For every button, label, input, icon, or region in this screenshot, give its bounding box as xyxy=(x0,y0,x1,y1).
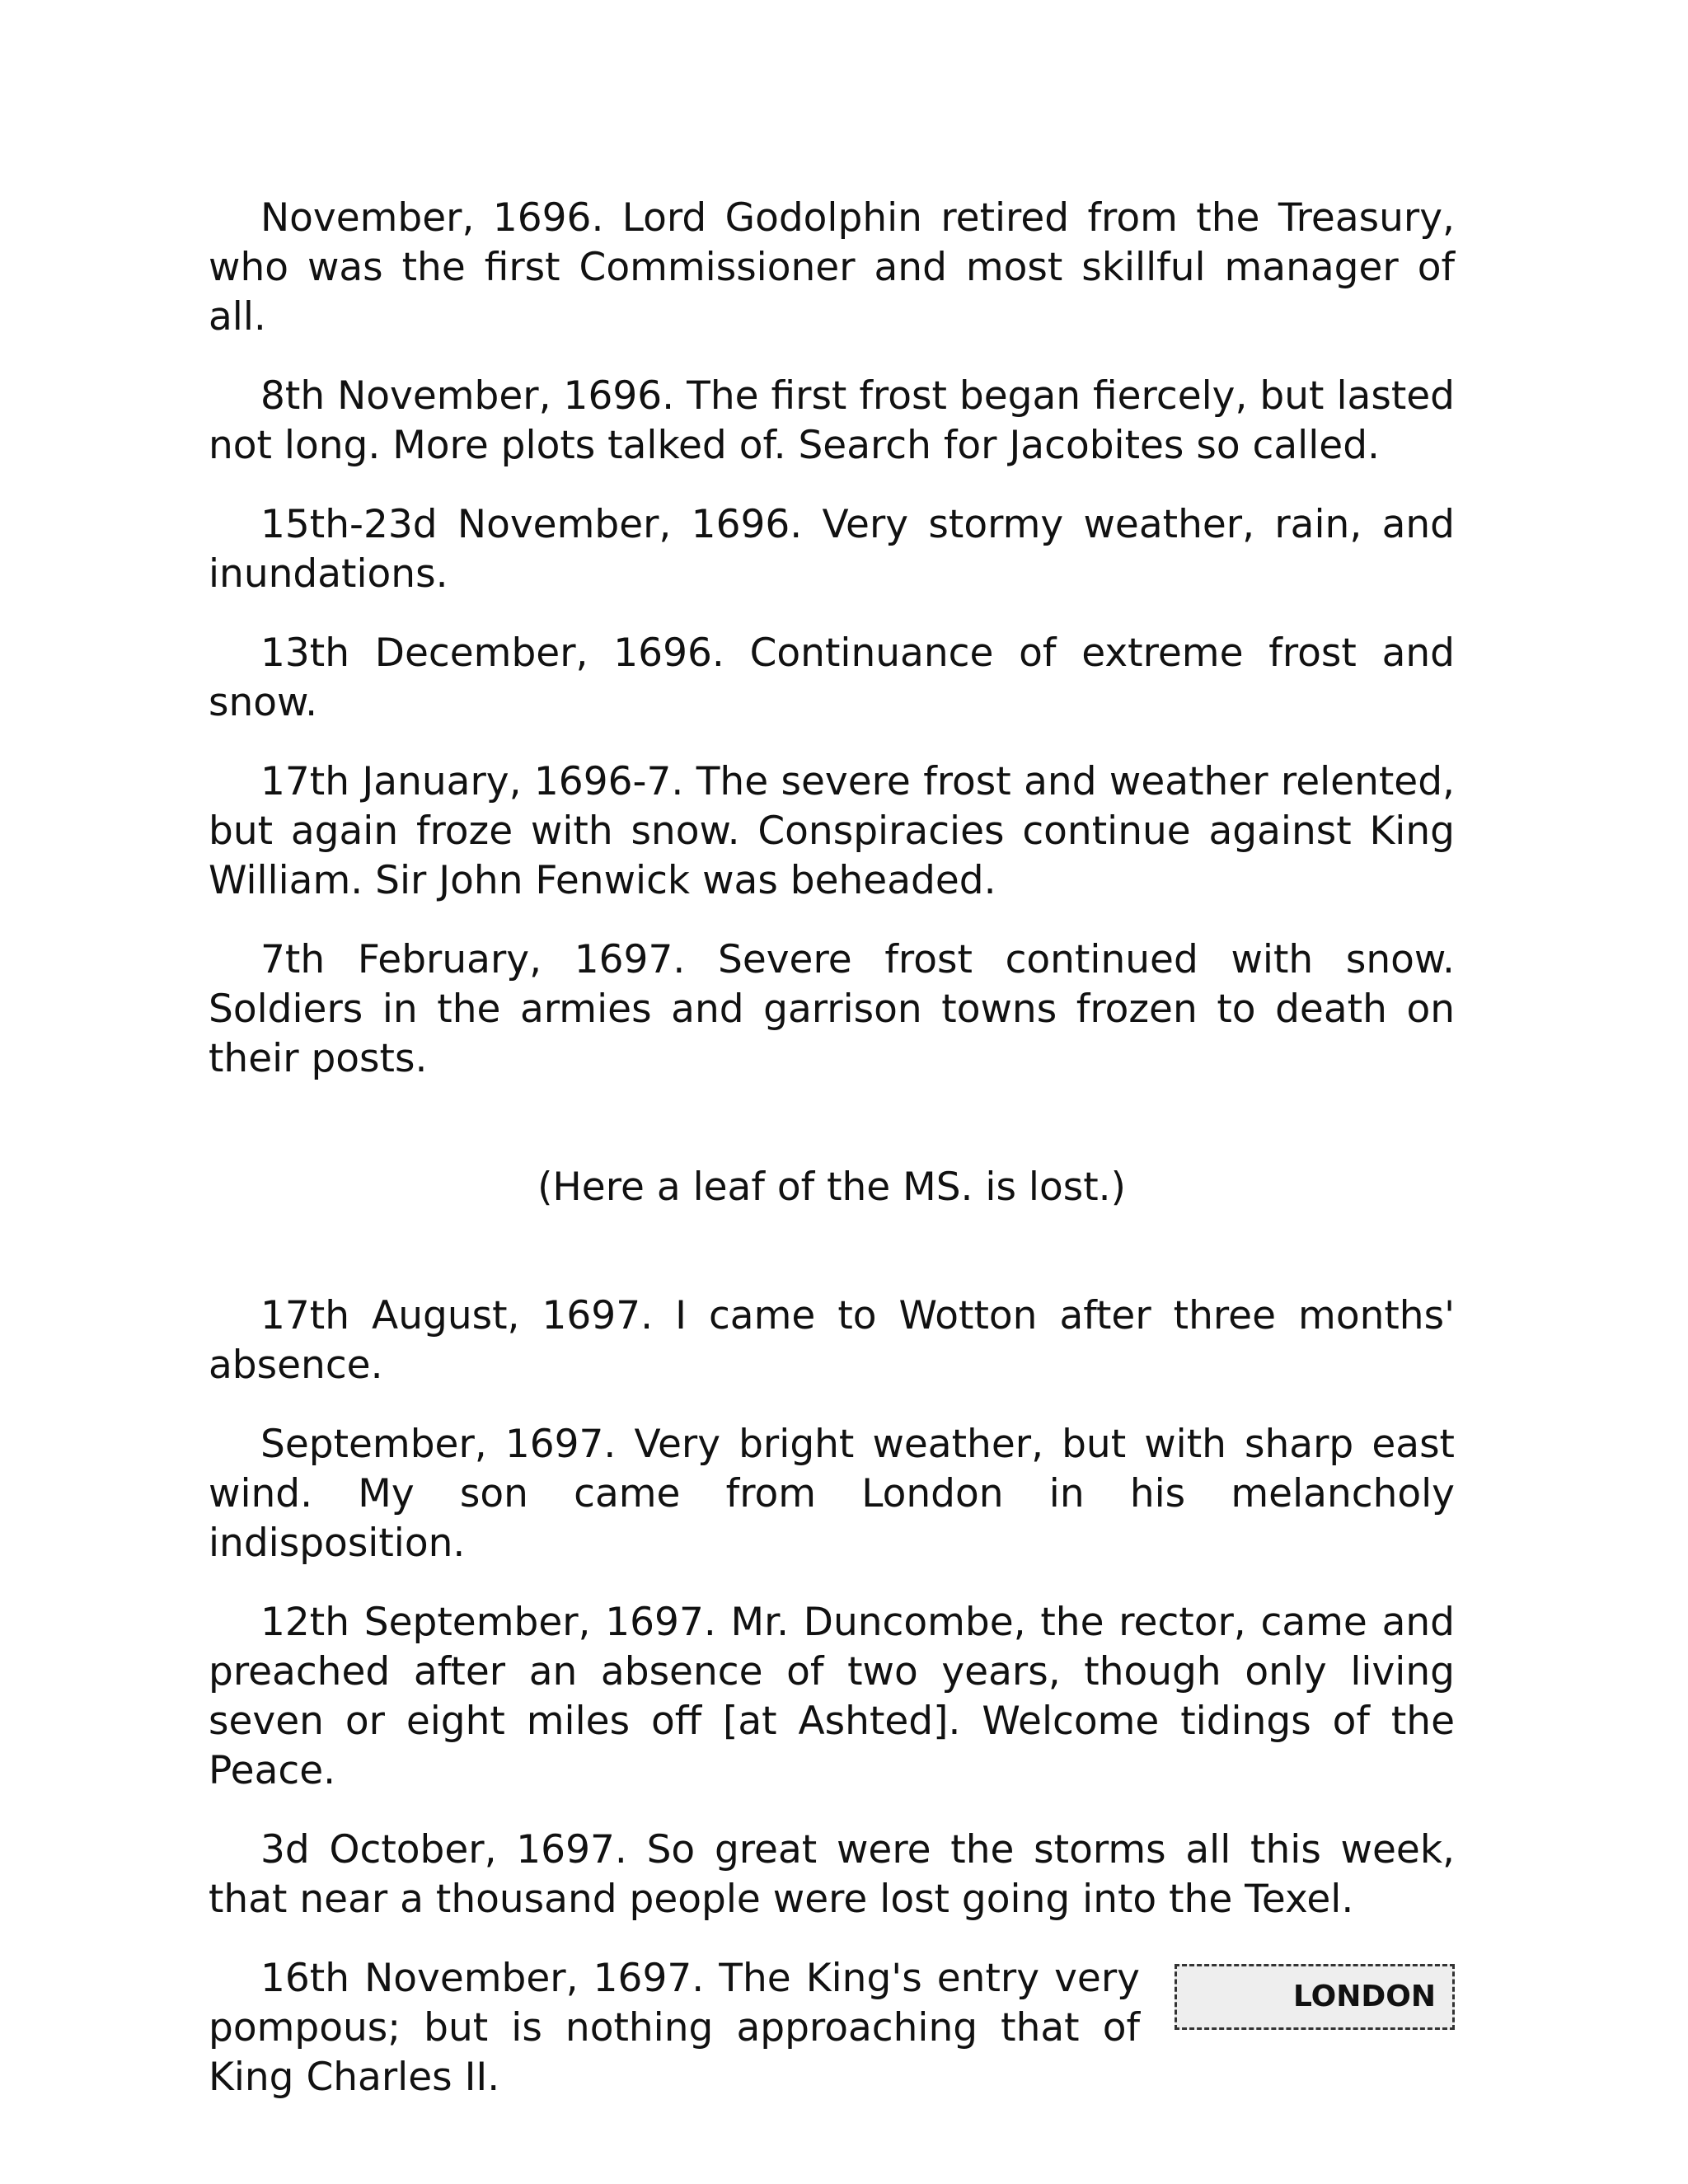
document-page xyxy=(209,194,1455,2132)
final-entry-block xyxy=(209,1954,1455,2102)
editorial-note: (Here a leaf of the MS. is lost.) xyxy=(537,1165,1126,1210)
diary-entry: 8th November, 1696. The first frost began fiercely, but lasted not long. More plots talked of. Search for Jacobites so called. xyxy=(209,373,1455,468)
diary-entry: 7th February, 1697. Severe frost continued with snow. Soldiers in the armies and garrison towns frozen to death on their posts. xyxy=(209,937,1455,1081)
diary-entry: 17th August, 1697. I came to Wotton after three months' absence. xyxy=(209,1293,1455,1388)
diary-entry: September, 1697. Very bright weather, but with sharp east wind. My son came from London in his melancholy indisposition. xyxy=(209,1422,1455,1566)
diary-entry: 15th-23d November, 1696. Very stormy weather, rain, and inundations. xyxy=(209,502,1455,597)
diary-entry: 3d October, 1697. So great were the storms all this week, that near a thousand people were lost going into the Texel. xyxy=(209,1827,1455,1922)
diary-entry: 12th September, 1697. Mr. Duncombe, the rector, came and preached after an absence of two years, though only living seven or eight miles off [at Ashted]. Welcome tidings of the Peace. xyxy=(209,1600,1455,1793)
location-sidenote: LONDON xyxy=(1175,1964,1455,2030)
diary-entry: 17th January, 1696-7. The severe frost and weather relented, but again froze with snow. Conspiracies continue against King William. Sir John Fenwick was beheaded. xyxy=(209,759,1455,903)
diary-entry: 13th December, 1696. Continuance of extreme frost and snow. xyxy=(209,630,1455,725)
diary-entry: November, 1696. Lord Godolphin retired from the Treasury, who was the first Commissioner and most skillful manager of all. xyxy=(209,195,1455,340)
diary-entry: 16th November, 1697. The King's entry very pompous; but is nothing approaching that of King Charles II. xyxy=(209,1956,1140,2100)
